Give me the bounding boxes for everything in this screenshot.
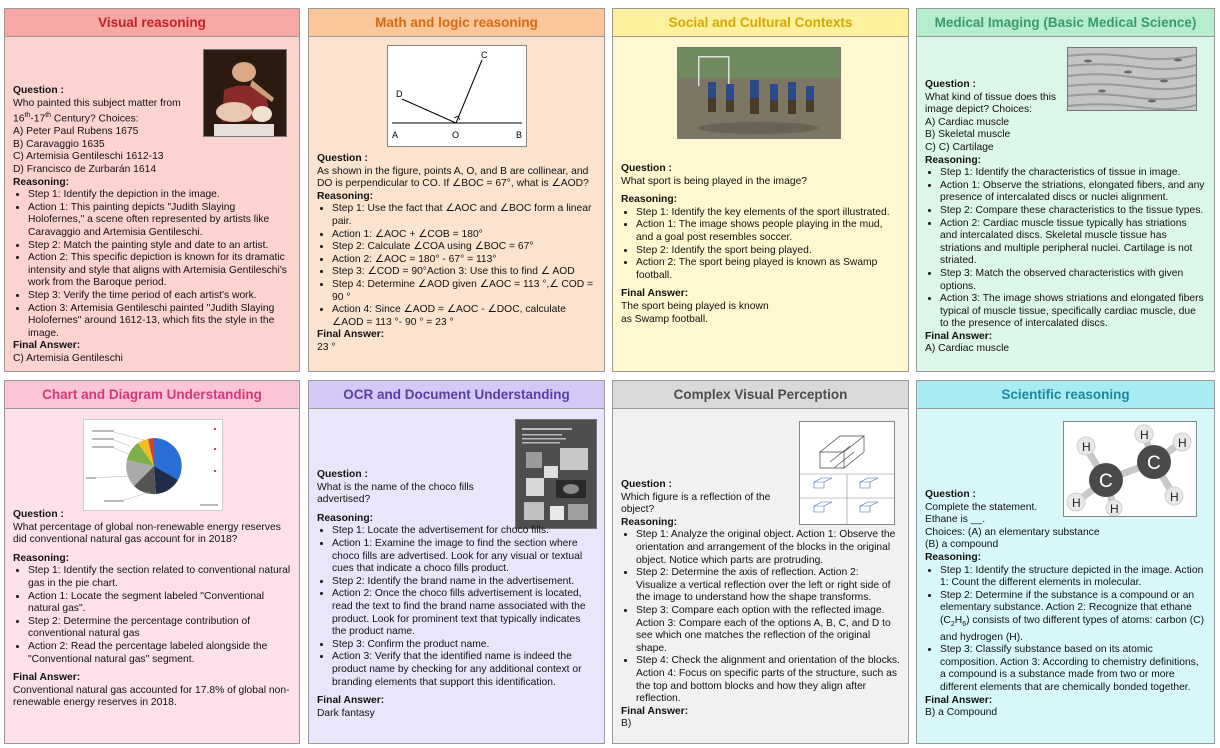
reasoning-label: Reasoning:	[925, 551, 982, 563]
reasoning-steps	[621, 529, 900, 705]
label-d: D	[396, 89, 403, 99]
question-label: Question :	[621, 479, 672, 490]
reasoning-step: • Step 3: Compare each option with the reflected image. Action 3: Compare each of the options A, B, C, and D to see which one matches the reflection of the original shape.	[636, 605, 900, 655]
question-label: Question :	[13, 509, 64, 520]
final-answer-label: Final Answer:	[621, 288, 689, 300]
final-answer-label: Final Answer:	[317, 695, 385, 707]
final-answer: A) Cardiac muscle	[925, 343, 1010, 355]
question-text: What is the name of the choco fills advertised?	[317, 481, 474, 506]
card-scientific	[916, 380, 1215, 744]
reasoning-label: Reasoning:	[621, 194, 678, 206]
card-title: Social and Cultural Contexts	[613, 9, 908, 37]
question-text: What percentage of global non-renewable energy reserves did conventional natural gas account for in 2018?	[13, 521, 281, 546]
reasoning-step: • Step 2: Calculate ∠COA using ∠BOC = 67°	[332, 241, 596, 254]
choice-b: B) Skeletal muscle	[925, 129, 1011, 141]
hydrogen-label: H	[1110, 502, 1119, 516]
reasoning-step: • Step 2: Determine the axis of reflection. Action 2: Visualize a vertical reflection over the left or right side of the image to understand how the shape transforms.	[636, 567, 900, 605]
card-title: Visual reasoning	[5, 9, 299, 37]
card-body	[309, 153, 604, 371]
question-label: Question :	[925, 489, 976, 500]
card-body	[613, 479, 908, 743]
label-c: C	[481, 50, 488, 60]
reasoning-step: • Step 1: Identify the section related to conventional natural gas in the pie chart.	[28, 565, 291, 590]
question-label: Question :	[925, 79, 976, 90]
final-answer: B) a Compound	[925, 707, 998, 719]
card-complex-visual	[612, 380, 909, 744]
pie-chart-thumbnail	[83, 419, 223, 511]
choice-a: A) Peter Paul Rubens 1675	[13, 126, 139, 138]
reasoning-step: • Action 2: Read the percentage labeled alongside the "Conventional natural gas" segment.	[28, 641, 291, 666]
final-answer-label: Final Answer:	[621, 705, 689, 717]
question-text: As shown in the figure, points A, O, and B are collinear, and DO is perpendicular to CO. If ∠BOC = 67°, what is ∠AOD?	[317, 165, 589, 190]
question-text: What kind of tissue does this image depict? Choices:	[925, 91, 1057, 116]
reasoning-step: • Step 2: Identify the brand name in the advertisement.	[332, 576, 596, 589]
reasoning-label: Reasoning:	[13, 176, 70, 188]
reasoning-step: • Action 2: The sport being played is known as Swamp football.	[636, 257, 900, 282]
reasoning-step: • Action 1: The image shows people playing in the mud, and a goal post resembles soccer.	[636, 219, 900, 244]
choice-d: D) Francisco de Zurbarán 1614	[13, 163, 157, 175]
choice-a: A) Cardiac muscle	[925, 116, 1010, 128]
reasoning-steps	[925, 167, 1206, 331]
question-label: Question :	[621, 163, 672, 174]
final-answer-label: Final Answer:	[925, 694, 993, 706]
final-answer-label: Final Answer:	[13, 672, 81, 684]
reasoning-step: • Step 4: Determine ∠AOD given ∠AOC = 113 °,∠ COD = 90 °	[332, 279, 596, 304]
hydrogen-label: H	[1072, 496, 1081, 510]
hydrogen-label: H	[1082, 440, 1091, 454]
carbon-label: C	[1147, 453, 1161, 474]
card-ocr-document	[308, 380, 605, 744]
question-text: Complete the statement. Ethane is __.	[925, 501, 1038, 526]
reasoning-step: • Step 2: Determine if the substance is a compound or an elementary substance. Action 2: Recognize that ethane $(C_2H_6)$ consists of two different types of atoms: carbon (C) and hydrogen (H).	[940, 590, 1206, 644]
card-title: Medical Imaging (Basic Medical Science)	[917, 9, 1214, 37]
reasoning-step: • Step 1: Identify the structure depicted in the image. Action 1: Count the different elements in molecular.	[940, 565, 1206, 590]
reasoning-step: • Action 3: Verify that the identified name is indeed the product name by checking for any additional context or branding elements that support this identification.	[332, 651, 596, 689]
reasoning-step: • Step 1: Use the fact that ∠AOC and ∠BOC form a linear pair.	[332, 203, 596, 228]
choice-c: C) C) Cartilage	[925, 141, 994, 153]
card-math-logic	[308, 8, 605, 372]
reasoning-label: Reasoning:	[925, 154, 982, 166]
final-answer: C) Artemisia Gentileschi	[13, 352, 123, 364]
reasoning-step: • Action 2: Once the choco fills advertisement is located, read the text to find the brand name associated with the product. Look for prominent text that typically indicates the product name.	[332, 588, 596, 638]
final-answer: 23 °	[317, 341, 336, 353]
reasoning-step: • Step 1: Identify the characteristics of tissue in image.	[940, 167, 1206, 180]
reasoning-label: Reasoning:	[317, 190, 374, 202]
card-social-cultural	[612, 8, 909, 372]
label-b: B	[516, 130, 523, 140]
card-title: OCR and Document Understanding	[309, 381, 604, 409]
card-body	[917, 489, 1214, 743]
question-text: Who painted this subject matter from 16th-17th Century? Choices:	[13, 97, 181, 125]
question-text: What sport is being played in the image?	[621, 175, 808, 187]
reasoning-step: • Action 1: Observe the striations, elongated fibers, and any presence of intercalated discs or nuclei alignment.	[940, 180, 1206, 205]
hydrogen-label: H	[1178, 436, 1187, 450]
reasoning-step: • Action 1: This painting depicts "Judith Slaying Holofernes," a scene often represented by artists like Caravaggio and Artemisia Gentileschi.	[28, 202, 291, 240]
reasoning-step: • Step 3: ∠COD = 90°Action 3: Use this to find ∠ AOD	[332, 266, 596, 279]
reasoning-step: • Action 1: ∠AOC + ∠COB = 180°	[332, 229, 596, 242]
reasoning-steps	[925, 565, 1206, 695]
swamp-football-photo	[677, 47, 841, 139]
card-body	[613, 163, 908, 371]
choice-c: C) Artemisia Gentileschi 1612-13	[13, 151, 164, 163]
question-label: Question :	[317, 469, 368, 480]
reasoning-step: • Step 3: Confirm the product name.	[332, 639, 596, 652]
card-title: Math and logic reasoning	[309, 9, 604, 37]
reasoning-steps	[13, 189, 291, 340]
reasoning-step: • Step 1: Locate the advertisement for choco fills.	[332, 525, 596, 538]
reasoning-step: • Action 2: This specific depiction is known for its dramatic intensity and style that aligns with Artemisia Gentileschi's work from the Baroque period.	[28, 252, 291, 290]
card-body	[5, 85, 299, 371]
reasoning-step: • Action 3: Artemisia Gentileschi painted "Judith Slaying Holofernes" around 1612-13, which fits the style in the image.	[28, 303, 291, 341]
card-chart-diagram	[4, 380, 300, 744]
question-text: Which figure is a reflection of the object?	[621, 491, 771, 516]
reasoning-steps	[13, 565, 291, 666]
reasoning-step: • Step 4: Check the alignment and orientation of the blocks. Action 4: Focus on specific parts of the structure, such as the top and bottom blocks and how they align after reflection.	[636, 655, 900, 705]
reasoning-step: • Action 2: ∠AOC = 180° - 67° = 113°	[332, 254, 596, 267]
final-answer: The sport being played is known as Swamp football.	[621, 300, 769, 325]
card-medical-imaging	[916, 8, 1215, 372]
reasoning-step: • Action 1: Examine the image to find the section where choco fills are advertised. Look for any visual or textual cues that indicate a choco fills product.	[332, 538, 596, 576]
reasoning-steps	[317, 203, 596, 329]
choice-b: B) Caravaggio 1635	[13, 138, 105, 150]
reasoning-step: • Action 4: Since ∠AOD = ∠AOC - ∠DOC, calculate ∠AOD = 113 °- 90 ° = 23 °	[332, 304, 596, 329]
reasoning-step: • Action 3: The image shows striations and elongated fibers typical of muscle tissue, specifically cardiac muscle, due to the presence of intercalated discs.	[940, 293, 1206, 331]
card-body	[309, 469, 604, 743]
hydrogen-label: H	[1170, 490, 1179, 504]
final-answer-label: Final Answer:	[925, 330, 993, 342]
carbon-label: C	[1099, 471, 1113, 492]
reasoning-step: • Action 2: Cardiac muscle tissue typically has striations and intercalated discs. Skeletal muscle tissue has striations and multiple peripheral nuclei. Cartilage is not striated.	[940, 218, 1206, 268]
reasoning-step: • Step 2: Match the painting style and date to an artist.	[28, 240, 291, 253]
reasoning-steps	[317, 525, 596, 689]
reasoning-label: Reasoning:	[317, 512, 374, 524]
question-label: Question :	[317, 153, 368, 164]
final-answer-label: Final Answer:	[317, 329, 385, 341]
reasoning-steps	[621, 207, 900, 283]
reasoning-label: Reasoning:	[621, 516, 678, 528]
reasoning-step: • Step 1: Identify the key elements of the sport illustrated.	[636, 207, 900, 220]
reasoning-step: • Step 1: Identify the depiction in the image.	[28, 189, 291, 202]
reasoning-step: • Step 2: Identify the sport being played.	[636, 245, 900, 258]
label-a: A	[392, 130, 399, 140]
reasoning-step: • Action 1: Locate the segment labeled "Conventional natural gas".	[28, 591, 291, 616]
final-answer: Conventional natural gas accounted for 17.8% of global non-renewable energy reserves in 2018.	[13, 684, 290, 709]
reasoning-step: • Step 3: Verify the time period of each artist's work.	[28, 290, 291, 303]
reasoning-step: • Step 3: Match the observed characteristics with given options.	[940, 268, 1206, 293]
label-o: O	[452, 130, 460, 140]
geometry-figure	[387, 45, 527, 147]
hydrogen-label: H	[1140, 428, 1149, 442]
final-answer: Dark fantasy	[317, 707, 375, 719]
reasoning-step: • Step 2: Compare these characteristics to the tissue types.	[940, 205, 1206, 218]
card-body	[917, 79, 1214, 371]
reasoning-step: • Step 3: Classify substance based on its atomic composition. Action 3: According to chemistry definitions, a compound is a substance made from two or more different elements that are chemically bonded together.	[940, 644, 1206, 694]
card-title: Scientific reasoning	[917, 381, 1214, 409]
card-title: Complex Visual Perception	[613, 381, 908, 409]
reasoning-label: Reasoning:	[13, 552, 70, 564]
choices-text: Choices: (A) an elementary substance (B) a compound	[925, 526, 1100, 551]
reasoning-step: • Step 2: Determine the percentage contribution of conventional natural gas	[28, 616, 291, 641]
question-label: Question :	[13, 85, 64, 96]
final-answer-label: Final Answer:	[13, 340, 81, 352]
reasoning-step: • Step 1: Analyze the original object. Action 1: Observe the orientation and arrangement of the blocks in the original object. Notice which parts are protruding.	[636, 529, 900, 567]
card-visual-reasoning	[4, 8, 300, 372]
card-title: Chart and Diagram Understanding	[5, 381, 299, 409]
card-body	[5, 509, 299, 743]
final-answer: B)	[621, 718, 632, 730]
